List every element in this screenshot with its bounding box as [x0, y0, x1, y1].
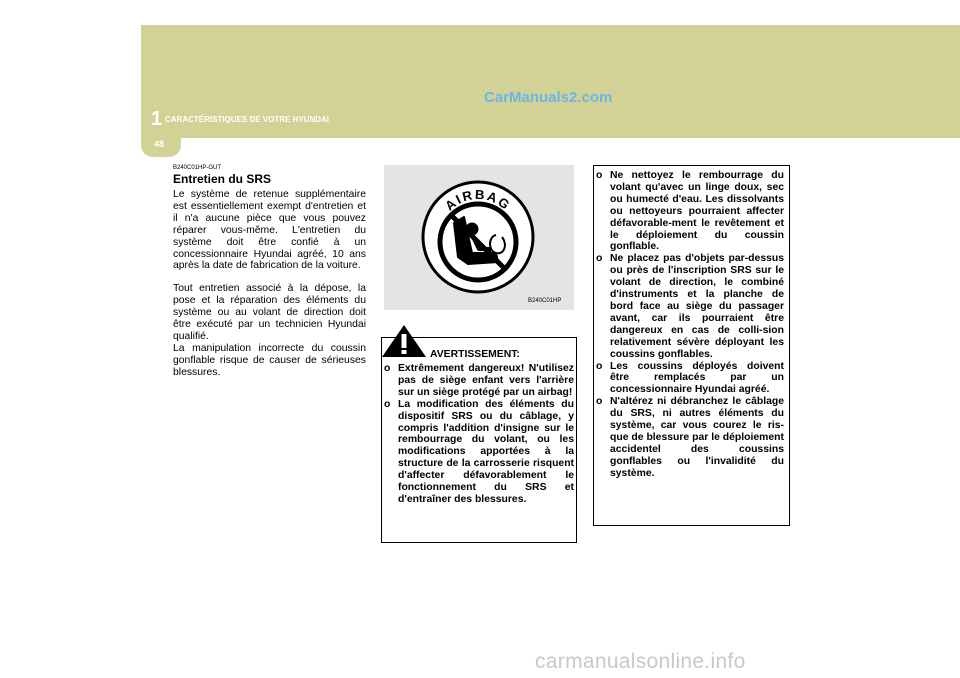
- warning-item: o Extrêmement dangereux! N'utilisez pas de siège enfant vers l'arrière sur un siège protégé par un airbag!: [381, 363, 574, 399]
- right-item: o Ne nettoyez le rembourrage du volant qu'avec un linge doux, sec ou humecté d'eau. Les dissolvants ou nettoyeurs pourraient affecter défavorable-ment le revêtement et le déploiement du coussin gonflable.: [593, 170, 784, 253]
- site-watermark-link[interactable]: CarManuals2.com: [484, 89, 613, 106]
- right-item: o Ne placez pas d'objets par-dessus ou près de l'inscription SRS sur le volant de direction, le combiné d'instruments et la planche de bord face au siège du passager avant, car ils pourraient être dangereux en cas de colli-sion relativement sévère déployant les coussins gonflables.: [593, 253, 784, 360]
- left-column: [173, 164, 366, 390]
- right-item: o N'altérez ni débranchez le câblage du SRS, ni autres éléments du système, car vous courez le ris-que de blessure par le déploiement accidentel des coussins gonflables ou l'invalidité du système.: [593, 396, 784, 479]
- warning-item: o La modification des éléments du dispositif SRS ou du câblage, y compris l'addition d'insigne sur le rembourrage du volant, ou les modifications apportées à la structure de la carrosserie risquent d'affecter défavorablement le fonctionnement du SRS et d'entraîner des blessures.: [381, 399, 574, 506]
- airbag-label: AIRBAG: [441, 186, 514, 214]
- exclamation-icon: [382, 325, 426, 357]
- warning-title: AVERTISSEMENT:: [430, 349, 520, 360]
- section-title: CARACTÉRISTIQUES DE VOTRE HYUNDAI: [165, 115, 330, 124]
- right-item: o Les coussins déployés doivent être remplacés par un concessionnaire Hyundai agréé.: [593, 361, 784, 397]
- footer-watermark: carmanualsonline.info: [535, 650, 746, 673]
- no-child-seat-airbag-icon: [384, 165, 574, 310]
- section-number: 1: [151, 108, 163, 130]
- reference-code: B240C01HP-GUT: [173, 165, 222, 171]
- right-warning-list: [593, 170, 784, 480]
- airbag-bag-icon: [490, 235, 505, 253]
- figure-caption: B240C01HP: [528, 298, 562, 304]
- paragraph-maintenance: Le système de retenue supplémentaire est essentiellement exempt d'entretien et il n'a aucune pièce que vous pouvez réparer vous-même. L'entretien du système doit être confié à un concessionnaire Hyundai agréé, 10 ans après la date de fabrication de la voiture.: [173, 189, 366, 272]
- paragraph-service: Tout entretien associé à la dépose, la pose et la réparation des éléments du système ou au volant de direction doit être exécuté par un technicien Hyundai qualifié. La manipulation incorrecte du coussin gonflable risque de causer de sérieuses blessures.: [173, 283, 366, 378]
- page-number: 48: [154, 139, 165, 149]
- section-heading: Entretien du SRS: [173, 172, 272, 186]
- warning-list: [381, 363, 574, 506]
- airbag-figure-panel: [384, 165, 574, 310]
